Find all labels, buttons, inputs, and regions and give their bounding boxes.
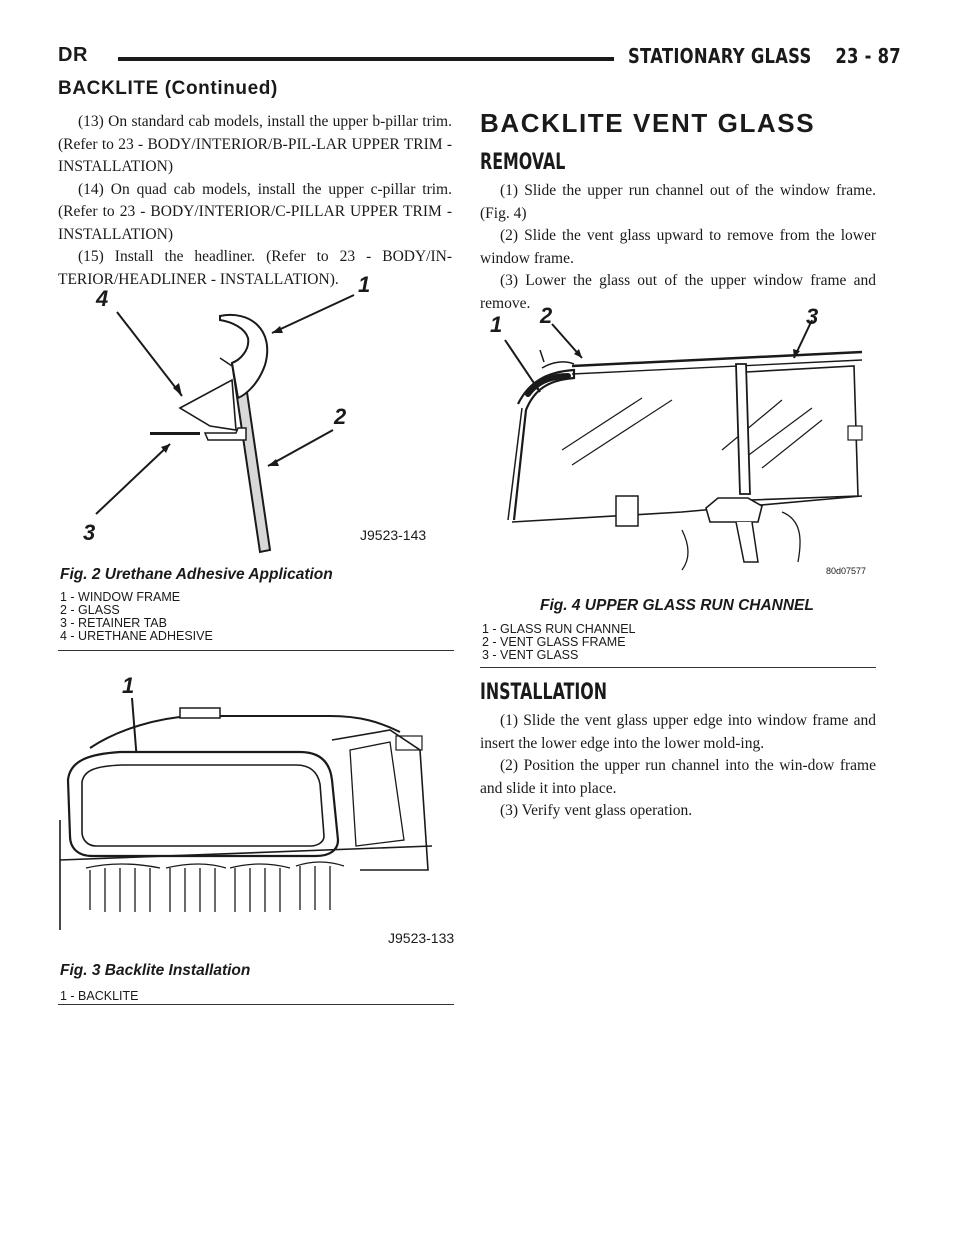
fig2-legend-item: 3 - RETAINER TAB bbox=[60, 616, 167, 630]
step-14: (14) On quad cab models, install the upper c-pillar trim. (Refer to 23 - BODY/INTERIOR/C-PILLAR UPPER TRIM - INSTALLATION) bbox=[58, 180, 452, 243]
header-page-number: 23 - 87 bbox=[835, 44, 901, 68]
fig2-rule bbox=[58, 650, 454, 651]
fig2-callout-3: 3 bbox=[83, 520, 96, 545]
fig3-legend-item: 1 - BACKLITE bbox=[60, 989, 139, 1003]
fig4-legend bbox=[482, 623, 636, 662]
fig2-callout-2: 2 bbox=[334, 404, 347, 429]
step-13: (13) On standard cab models, install the upper b-pillar trim. (Refer to 23 - BODY/INTERIOR/B-PIL-LAR UPPER TRIM - INSTALLATION) bbox=[58, 113, 452, 175]
fig4-callout-3: 3 bbox=[806, 304, 819, 329]
installation-steps bbox=[480, 710, 876, 823]
fig3-legend bbox=[60, 990, 139, 1003]
installation-step: (3) Verify vent glass operation. bbox=[500, 802, 693, 819]
header-chapter-and-page bbox=[628, 44, 901, 68]
fig4-callout-2: 2 bbox=[540, 303, 553, 328]
fig4-caption: Fig. 4 UPPER GLASS RUN CHANNEL bbox=[540, 597, 814, 614]
fig2-callout-1: 1 bbox=[358, 272, 371, 297]
removal-heading: REMOVAL bbox=[480, 150, 566, 175]
fig4-legend-item: 2 - VENT GLASS FRAME bbox=[482, 635, 626, 649]
header-rule bbox=[118, 57, 614, 61]
fig4-legend-item: 1 - GLASS RUN CHANNEL bbox=[482, 622, 636, 636]
installation-step: (2) Position the upper run channel into the win-dow frame and slide it into place. bbox=[480, 757, 876, 797]
left-column-text bbox=[58, 111, 452, 291]
removal-steps bbox=[480, 180, 876, 315]
fig2-code: J9523-143 bbox=[360, 527, 427, 543]
fig4-legend-item: 3 - VENT GLASS bbox=[482, 648, 579, 662]
installation-step: (1) Slide the vent glass upper edge into window frame and insert the lower edge into the lower mold-ing. bbox=[480, 712, 876, 752]
removal-step: (1) Slide the upper run channel out of the window frame. (Fig. 4) bbox=[480, 182, 876, 222]
removal-step: (3) Lower the glass out of the upper window frame and remove. bbox=[480, 272, 876, 312]
fig2-caption: Fig. 2 Urethane Adhesive Application bbox=[60, 566, 333, 583]
fig2-legend-item: 4 - URETHANE ADHESIVE bbox=[60, 629, 213, 643]
removal-step: (2) Slide the vent glass upward to remove from the lower window frame. bbox=[480, 227, 876, 267]
continued-title: BACKLITE (Continued) bbox=[58, 78, 278, 99]
fig2-legend-item: 1 - WINDOW FRAME bbox=[60, 590, 181, 604]
fig4-callout-1: 1 bbox=[490, 312, 503, 337]
header-section-code: DR bbox=[58, 44, 88, 66]
figure-3-illustration bbox=[60, 670, 450, 940]
fig3-code: J9523-133 bbox=[388, 930, 455, 946]
figure-4-illustration bbox=[482, 300, 878, 570]
fig3-caption: Fig. 3 Backlite Installation bbox=[60, 962, 251, 979]
fig4-code: 80d07577 bbox=[826, 566, 867, 576]
fig2-legend-item: 2 - GLASS bbox=[60, 603, 120, 617]
header-chapter-title: STATIONARY GLASS bbox=[628, 44, 812, 68]
fig2-callout-4: 4 bbox=[96, 286, 109, 311]
fig3-callout-1: 1 bbox=[122, 673, 135, 698]
fig4-rule bbox=[480, 667, 876, 668]
figure-2-illustration bbox=[60, 270, 460, 560]
step-15: (15) Install the headliner. (Refer to 23 - BODY/IN-TERIOR/HEADLINER - INSTALLATION). bbox=[58, 248, 452, 288]
fig2-legend bbox=[60, 591, 213, 643]
section-title: BACKLITE VENT GLASS bbox=[480, 108, 816, 138]
installation-heading: INSTALLATION bbox=[480, 680, 608, 705]
fig3-rule bbox=[58, 1004, 454, 1005]
